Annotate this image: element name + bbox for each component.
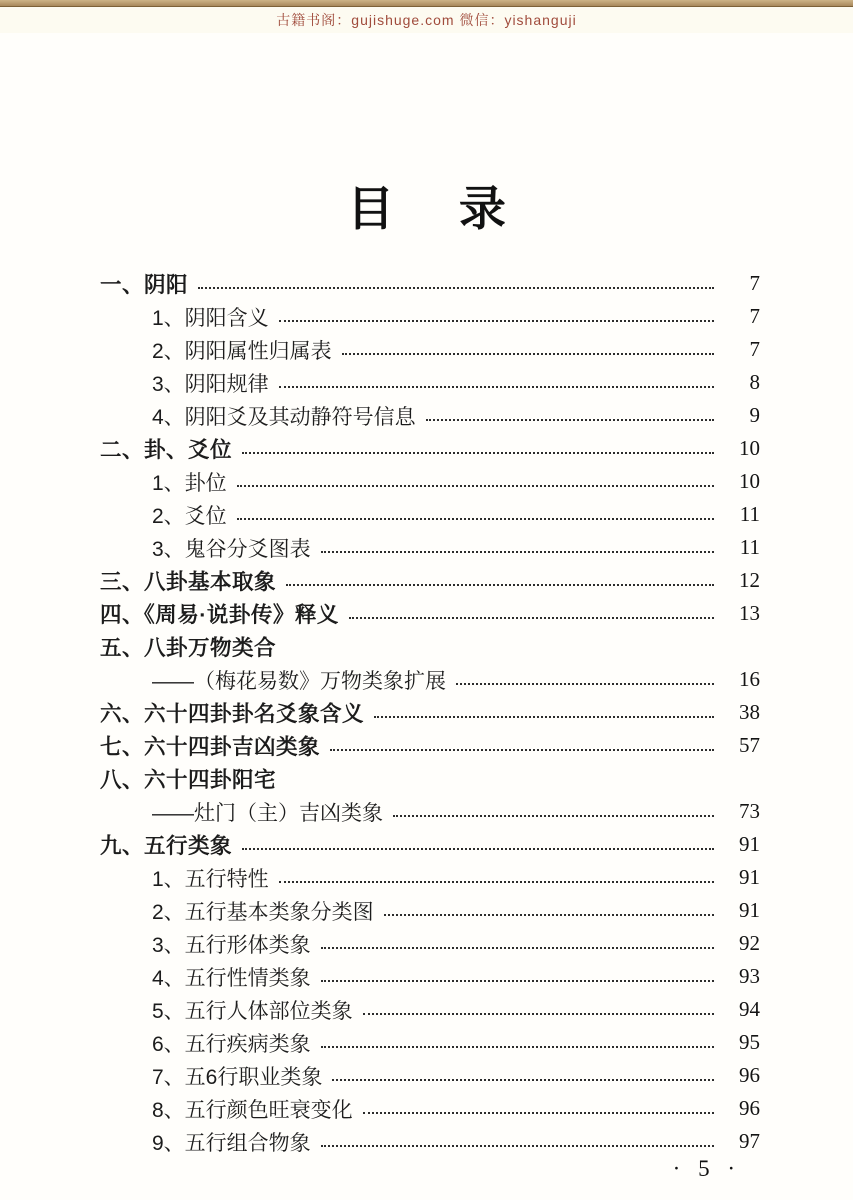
watermark-text: 古籍书阁：gujishuge.com 微信：yishanguji — [276, 12, 577, 28]
toc-entry-page: 91 — [739, 832, 760, 856]
toc-entry — [100, 1092, 760, 1125]
toc-entry-page: 7 — [749, 304, 760, 328]
toc-entry-label: ——灶门（主）吉凶类象 — [152, 801, 383, 825]
toc-entry-label: 五、八卦万物类合 — [100, 636, 277, 660]
toc-entry-page: 93 — [739, 964, 760, 988]
toc-entry-page: 13 — [739, 601, 760, 625]
toc-entry-page: 11 — [739, 502, 760, 526]
toc-entry-page: 94 — [739, 997, 760, 1021]
toc-entry — [100, 1125, 760, 1158]
dot-leader — [456, 683, 714, 685]
dot-leader — [426, 419, 714, 421]
toc-entry — [100, 300, 760, 333]
toc-entry-label: 二、卦、爻位 — [100, 438, 233, 462]
toc-entry-label: 四、《周易·说卦传》释义 — [100, 603, 339, 627]
dot-leader — [321, 1145, 714, 1147]
dot-leader — [237, 518, 714, 520]
toc-entry-page: 10 — [739, 436, 760, 460]
toc-entry — [100, 531, 760, 564]
dot-leader — [332, 1079, 714, 1081]
toc-entry-label: 2、爻位 — [152, 504, 227, 528]
toc-entry — [100, 861, 760, 894]
toc-entry — [100, 333, 760, 366]
toc-entry-page: 8 — [749, 370, 760, 394]
toc-entry-label: 3、鬼谷分爻图表 — [152, 537, 311, 561]
dot-leader — [237, 485, 714, 487]
toc-entry-label: 1、五行特性 — [152, 867, 269, 891]
toc-entry-page: 7 — [749, 271, 760, 295]
toc-entry-label: 6、五行疾病类象 — [152, 1032, 311, 1056]
toc-entry — [100, 399, 760, 432]
toc-entry-page: 7 — [749, 337, 760, 361]
toc-entry — [100, 729, 760, 762]
toc-entry — [100, 267, 760, 300]
dot-leader — [279, 386, 714, 388]
toc-entry-label: 9、五行组合物象 — [152, 1131, 311, 1155]
toc-entry-label: 一、阴阳 — [100, 273, 189, 297]
toc-entry-label: 8、五行颜色旺衰变化 — [152, 1098, 353, 1122]
watermark-strip — [0, 7, 853, 33]
toc-entry-page: 10 — [739, 469, 760, 493]
toc-entry-label: ——（梅花易数》万物类象扩展 — [152, 669, 446, 693]
toc-entry — [100, 762, 760, 795]
toc-entry — [100, 597, 760, 630]
toc-entry — [100, 1026, 760, 1059]
toc-entry-label: 2、阴阳属性归属表 — [152, 339, 332, 363]
toc-entry-page: 96 — [739, 1063, 760, 1087]
toc-entry-label: 4、阴阳爻及其动静符号信息 — [152, 405, 416, 429]
dot-leader — [342, 353, 714, 355]
dot-leader — [321, 1046, 714, 1048]
toc-entry — [100, 630, 760, 663]
toc-entry-page: 12 — [739, 568, 760, 592]
toc-entry — [100, 696, 760, 729]
dot-leader — [286, 584, 714, 586]
toc-entry — [100, 465, 760, 498]
toc-entry-label: 2、五行基本类象分类图 — [152, 900, 374, 924]
toc-entry-page: 57 — [739, 733, 760, 757]
toc-entry-page: 73 — [739, 799, 760, 823]
toc-entry — [100, 498, 760, 531]
dot-leader — [363, 1013, 714, 1015]
toc-entry-page: 96 — [739, 1096, 760, 1120]
toc-list — [0, 267, 853, 1158]
page-number-footer: · 5 · — [672, 1156, 741, 1181]
toc-entry-page: 11 — [739, 535, 760, 559]
dot-leader — [393, 815, 714, 817]
dot-leader — [321, 980, 714, 982]
dot-leader — [363, 1112, 714, 1114]
toc-entry — [100, 960, 760, 993]
toc-entry-page: 91 — [739, 898, 760, 922]
dot-leader — [349, 617, 714, 619]
toc-entry — [100, 795, 760, 828]
dot-leader — [330, 749, 714, 751]
toc-entry — [100, 1059, 760, 1092]
page-title: 目 录 — [347, 182, 506, 235]
toc-entry-label: 3、阴阳规律 — [152, 372, 269, 396]
toc-entry — [100, 894, 760, 927]
toc-entry — [100, 927, 760, 960]
toc-entry-page: 38 — [739, 700, 760, 724]
toc-entry-page: 97 — [739, 1129, 760, 1153]
toc-entry — [100, 564, 760, 597]
toc-entry-page: 92 — [739, 931, 760, 955]
toc-entry-label: 3、五行形体类象 — [152, 933, 311, 957]
toc-entry — [100, 366, 760, 399]
toc-entry-page: 91 — [739, 865, 760, 889]
dot-leader — [242, 452, 714, 454]
top-border-bar — [0, 0, 853, 7]
dot-leader — [374, 716, 714, 718]
dot-leader — [279, 881, 714, 883]
toc-entry-label: 1、阴阳含义 — [152, 306, 269, 330]
toc-entry — [100, 828, 760, 861]
dot-leader — [321, 551, 714, 553]
dot-leader — [198, 287, 714, 289]
toc-entry-label: 九、五行类象 — [100, 834, 233, 858]
toc-entry-label: 六、六十四卦卦名爻象含义 — [100, 702, 365, 726]
toc-entry-label: 八、六十四卦阳宅 — [100, 768, 277, 792]
toc-entry-label: 1、卦位 — [152, 471, 227, 495]
toc-entry-label: 7、五6行职业类象 — [152, 1065, 323, 1089]
toc-entry — [100, 993, 760, 1026]
toc-entry-page: 16 — [739, 667, 760, 691]
dot-leader — [279, 320, 714, 322]
toc-entry-label: 三、八卦基本取象 — [100, 570, 277, 594]
toc-entry-label: 5、五行人体部位类象 — [152, 999, 353, 1023]
toc-entry-page: 95 — [739, 1030, 760, 1054]
toc-entry — [100, 663, 760, 696]
dot-leader — [384, 914, 714, 916]
dot-leader — [242, 848, 714, 850]
toc-entry-label: 七、六十四卦吉凶类象 — [100, 735, 321, 759]
toc-entry-label: 4、五行性情类象 — [152, 966, 311, 990]
toc-entry — [100, 432, 760, 465]
dot-leader — [321, 947, 714, 949]
toc-entry-page: 9 — [749, 403, 760, 427]
